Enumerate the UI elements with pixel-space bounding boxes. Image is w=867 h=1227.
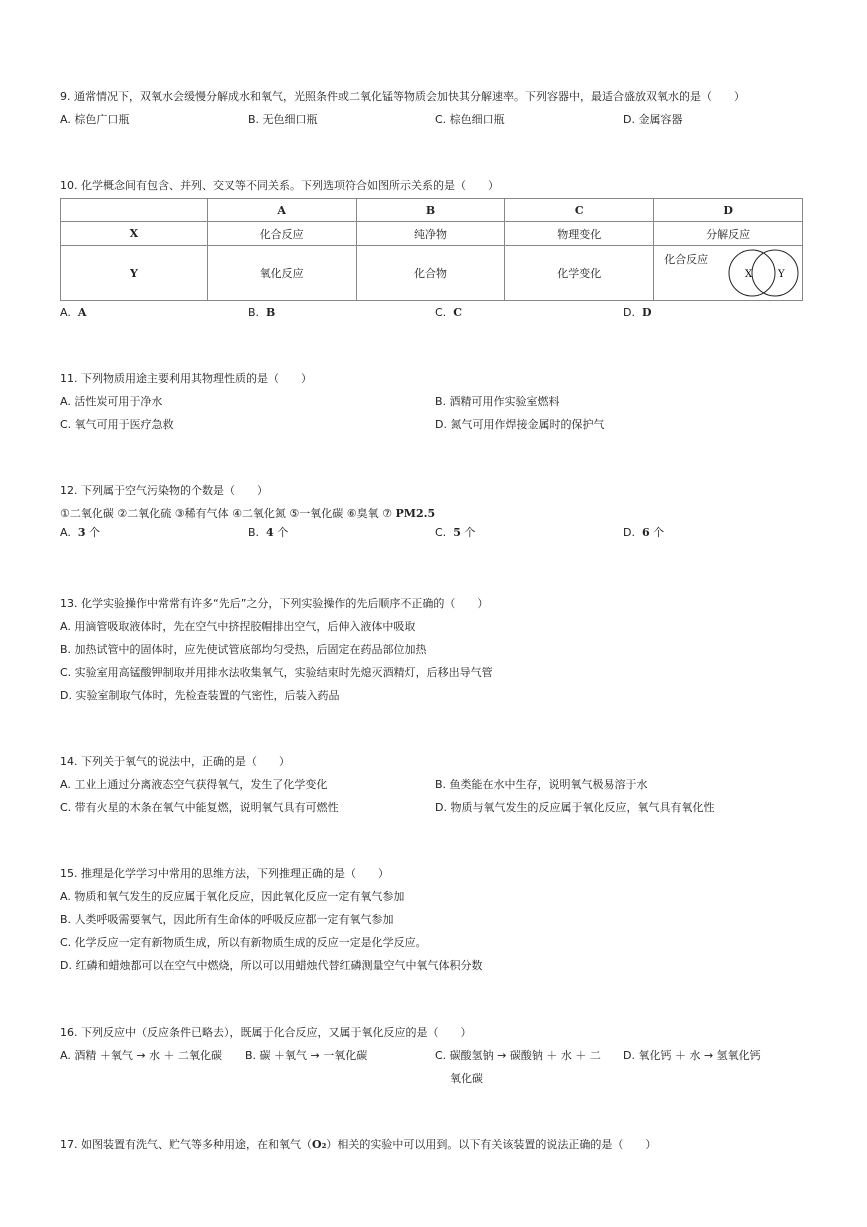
row-x-c: 物理变化 xyxy=(505,222,654,246)
question-12 xyxy=(60,483,820,548)
row-y-d-text: 化合反应 xyxy=(664,253,709,266)
question-9 xyxy=(60,89,820,135)
q10-option-a xyxy=(60,305,86,321)
q10-option-d-value: D xyxy=(641,306,652,319)
row-x-b: 纯净物 xyxy=(356,222,505,246)
row-x-d: 分解反应 xyxy=(654,222,803,246)
question-10 xyxy=(60,178,820,194)
q16-option-d: D. 氧化钙 ＋ 水 → 氢氧化钙 xyxy=(623,1049,761,1062)
q12-items-pm25: PM2.5 xyxy=(395,507,436,520)
q12-option-c xyxy=(435,525,475,541)
venn-diagram xyxy=(726,248,802,298)
q13-option-b: B. 加热试管中的固体时，应先使试管底部均匀受热，后固定在药品部位加热 xyxy=(60,643,427,656)
q12-option-b xyxy=(248,525,288,541)
q16-option-b: B. 碳 ＋氧气 → 一氧化碳 xyxy=(245,1049,368,1062)
table-header-row xyxy=(61,199,803,222)
q13-option-d: D. 实验室制取气体时，先检查装置的气密性，后装入药品 xyxy=(60,689,340,702)
q16-option-c: C. 碳酸氢钠 → 碳酸钠 ＋ 水 ＋ 二 xyxy=(435,1049,601,1062)
q12-option-c-unit: 个 xyxy=(464,526,476,539)
q11-option-c: C. 氧气可用于医疗急救 xyxy=(60,418,174,431)
question-9-stem: 9. 通常情况下，双氧水会缓慢分解成水和氧气，光照条件或二氧化锰等物质会加快其分解速率。下列容器中，最适合盛放双氧水的是（ ） xyxy=(60,90,745,103)
q10-option-d xyxy=(623,305,652,321)
question-17-stem xyxy=(60,1137,820,1153)
q10-option-a-value: A xyxy=(77,306,87,319)
q10-option-b xyxy=(248,305,275,321)
q14-option-d: D. 物质与氧气发生的反应属于氧化反应，氧气具有氧化性 xyxy=(435,801,715,814)
question-17 xyxy=(60,1137,820,1153)
question-11 xyxy=(60,371,820,440)
q12-option-c-prefix: C. xyxy=(435,526,447,539)
q15-option-b: B. 人类呼吸需要氧气，因此所有生命体的呼吸反应都一定有氧气参加 xyxy=(60,913,394,926)
q12-option-a-unit: 个 xyxy=(88,526,100,539)
q10-option-c xyxy=(435,305,462,321)
question-16-stem: 16. 下列反应中（反应条件已略去），既属于化合反应，又属于氧化反应的是（ ） xyxy=(60,1026,472,1039)
question-13 xyxy=(60,596,820,707)
q11-option-a: A. 活性炭可用于净水 xyxy=(60,395,163,408)
table-row-x xyxy=(61,222,803,246)
q14-option-b: B. 鱼类能在水中生存，说明氧气极易溶于水 xyxy=(435,778,648,791)
q12-option-a xyxy=(60,525,100,541)
q15-option-d: D. 红磷和蜡烛都可以在空气中燃烧，所以可以用蜡烛代替红磷测量空气中氧气体积分数 xyxy=(60,959,483,972)
row-y-b: 化合物 xyxy=(356,246,505,301)
q12-option-d-unit: 个 xyxy=(653,526,665,539)
q17-stem-before: 17. 如图装置有洗气、贮气等多种用途，在和氧气（ xyxy=(60,1138,312,1151)
q12-items-text: ①二氧化碳 ②二氧化硫 ③稀有气体 ④二氧化氮 ⑤一氧化碳 ⑥臭氧 ⑦ xyxy=(60,507,396,520)
q12-option-b-prefix: B. xyxy=(248,526,260,539)
q17-oxygen-formula: O₂ xyxy=(312,1138,327,1151)
question-15 xyxy=(60,866,820,977)
q14-option-a: A. 工业上通过分离液态空气获得氧气，发生了化学变化 xyxy=(60,778,328,791)
question-15-stem: 15. 推理是化学学习中常用的思维方法，下列推理正确的是（ ） xyxy=(60,867,389,880)
q13-option-a: A. 用滴管吸取液体时，先在空气中挤捏胶帽排出空气，后伸入液体中吸取 xyxy=(60,620,416,633)
q9-option-d: D. 金属容器 xyxy=(623,113,683,126)
q10-option-b-prefix: B. xyxy=(248,306,260,319)
question-14 xyxy=(60,754,820,823)
venn-label-x: X xyxy=(745,269,753,280)
table-header-c: C xyxy=(505,199,654,222)
q10-concept-table xyxy=(60,198,803,301)
q14-option-c: C. 带有火星的木条在氧气中能复燃，说明氧气具有可燃性 xyxy=(60,801,339,814)
table-header-d: D xyxy=(654,199,803,222)
q9-option-a: A. 棕色广口瓶 xyxy=(60,113,130,126)
question-14-stem: 14. 下列关于氧气的说法中，正确的是（ ） xyxy=(60,755,290,768)
question-10-options xyxy=(60,305,820,328)
q10-option-d-prefix: D. xyxy=(623,306,635,319)
question-11-stem: 11. 下列物质用途主要利用其物理性质的是（ ） xyxy=(60,372,312,385)
q12-option-d-prefix: D. xyxy=(623,526,635,539)
q10-option-a-prefix: A. xyxy=(60,306,71,319)
question-16 xyxy=(60,1025,820,1094)
table-header-a: A xyxy=(207,199,356,222)
q12-option-c-num: 5 xyxy=(453,526,461,539)
q16-option-a: A. 酒精 ＋氧气 → 水 ＋ 二氧化碳 xyxy=(60,1049,223,1062)
q12-option-a-num: 3 xyxy=(77,526,86,539)
venn-label-y: Y xyxy=(778,269,785,280)
q15-option-c: C. 化学反应一定有新物质生成，所以有新物质生成的反应一定是化学反应。 xyxy=(60,936,427,949)
question-10-stem: 10. 化学概念间有包含、并列、交叉等不同关系。下列选项符合如图所示关系的是（ ） xyxy=(60,179,499,192)
q12-option-d-num: 6 xyxy=(641,526,650,539)
row-x-a: 化合反应 xyxy=(207,222,356,246)
q12-items xyxy=(60,502,820,525)
row-x-label: X xyxy=(61,222,208,246)
question-12-stem: 12. 下列属于空气污染物的个数是（ ） xyxy=(60,484,268,497)
table-header-blank xyxy=(61,199,208,222)
q9-option-c: C. 棕色细口瓶 xyxy=(435,113,505,126)
row-y-label: Y xyxy=(61,246,208,301)
q10-option-b-value: B xyxy=(266,306,276,319)
q12-option-b-unit: 个 xyxy=(277,526,289,539)
table-row-y xyxy=(61,246,803,301)
q13-option-c: C. 实验室用高锰酸钾制取并用排水法收集氧气，实验结束时先熄灭酒精灯，后移出导气管 xyxy=(60,666,493,679)
table-header-b: B xyxy=(356,199,505,222)
q10-option-c-value: C xyxy=(453,306,462,319)
q12-option-d xyxy=(623,525,664,541)
row-y-a: 氧化反应 xyxy=(207,246,356,301)
q15-option-a: A. 物质和氧气发生的反应属于氧化反应，因此氧化反应一定有氧气参加 xyxy=(60,890,405,903)
q11-option-d: D. 氮气可用作焊接金属时的保护气 xyxy=(435,418,605,431)
q12-option-a-prefix: A. xyxy=(60,526,71,539)
row-y-d xyxy=(654,246,803,301)
q12-option-b-num: 4 xyxy=(266,526,274,539)
q10-option-c-prefix: C. xyxy=(435,306,447,319)
question-13-stem: 13. 化学实验操作中常常有许多“先后”之分，下列实验操作的先后顺序不正确的（ ） xyxy=(60,597,489,610)
q9-option-b: B. 无色细口瓶 xyxy=(248,113,318,126)
q17-stem-after: ）相关的实验中可以用到。以下有关该装置的说法正确的是（ ） xyxy=(326,1138,657,1151)
row-y-c: 化学变化 xyxy=(505,246,654,301)
q16-option-c-wrap: 氧化碳 xyxy=(450,1072,483,1085)
q11-option-b: B. 酒精可用作实验室燃料 xyxy=(435,395,560,408)
